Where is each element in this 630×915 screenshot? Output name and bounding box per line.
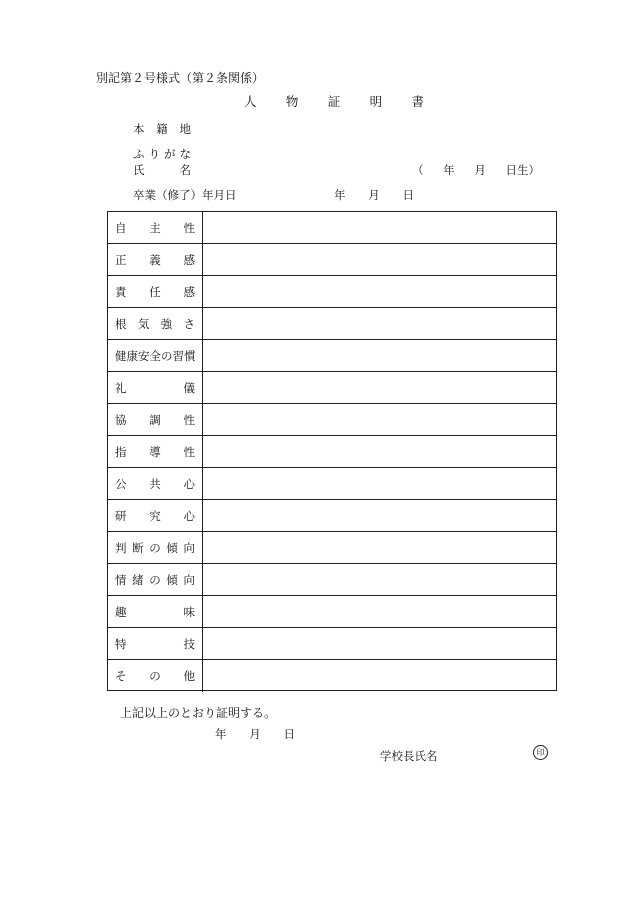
row-label-char: の	[149, 669, 161, 683]
row-value-cell[interactable]	[203, 532, 556, 563]
row-label-cell	[108, 468, 203, 499]
table-row	[108, 308, 556, 340]
row-label-cell	[108, 628, 203, 659]
row-label-char: 味	[183, 604, 195, 619]
row-label-cell	[108, 532, 203, 563]
certification-date-char: 日	[283, 727, 295, 741]
row-label-cell	[108, 276, 203, 307]
title-char: 明	[369, 94, 383, 109]
row-label	[115, 284, 195, 300]
row-label-char: 調	[149, 412, 161, 427]
row-label-char: 礼	[115, 380, 127, 395]
row-label	[115, 220, 195, 236]
row-label	[115, 604, 195, 620]
row-label-char: 健康安全の習慣	[115, 348, 196, 363]
table-row	[108, 244, 556, 276]
row-label-char: 自	[115, 220, 127, 235]
row-label-char: 気	[137, 316, 150, 331]
row-label	[115, 636, 195, 652]
form-reference: 別記第２号様式（第２条関係）	[96, 71, 265, 85]
row-label-char: 協	[115, 412, 127, 427]
furigana-label	[133, 146, 191, 162]
row-label-char: 導	[149, 444, 161, 459]
graduation-date-char: 日	[402, 188, 414, 202]
certification-statement: 上記以上のとおり証明する。	[120, 706, 277, 720]
row-label	[115, 668, 195, 684]
row-label-cell	[108, 340, 203, 371]
row-label-char: 義	[149, 252, 161, 267]
row-label-char: 特	[115, 636, 127, 651]
table-row	[108, 372, 556, 404]
row-label	[115, 476, 195, 492]
row-label-char: 感	[183, 252, 195, 267]
furigana-char: り	[148, 147, 160, 161]
title-char: 人	[244, 94, 257, 109]
row-label-char: 儀	[183, 380, 195, 395]
seal-mark: 印	[533, 745, 548, 760]
table-row	[108, 468, 556, 500]
row-value-cell[interactable]	[203, 660, 556, 692]
row-value-cell[interactable]	[203, 596, 556, 627]
row-label-cell	[108, 436, 203, 467]
table-row	[108, 500, 556, 532]
row-label-char: 傾	[166, 572, 178, 587]
row-label-char: 向	[183, 540, 195, 555]
row-value-cell[interactable]	[203, 372, 556, 403]
name-char: 氏	[133, 163, 145, 177]
row-label-char: 責	[115, 284, 127, 299]
row-label-cell	[108, 308, 203, 339]
row-label-char: 公	[115, 476, 127, 491]
table-row	[108, 628, 556, 660]
row-value-cell[interactable]	[203, 436, 556, 467]
row-label-char: 共	[149, 476, 161, 491]
row-label	[115, 348, 195, 364]
graduation-date-char: 年	[334, 188, 346, 202]
row-label-cell	[108, 564, 203, 595]
row-label-cell	[108, 372, 203, 403]
row-label-char: 任	[149, 284, 161, 299]
furigana-char: が	[164, 147, 176, 161]
table-row	[108, 596, 556, 628]
principal-name-label: 学校長氏名	[380, 749, 438, 763]
row-value-cell[interactable]	[203, 628, 556, 659]
furigana-char: ふ	[133, 147, 145, 161]
certification-date	[215, 726, 295, 742]
row-value-cell[interactable]	[203, 308, 556, 339]
table-row	[108, 660, 556, 692]
row-label-char: 主	[149, 220, 161, 235]
row-label-char: そ	[115, 669, 127, 683]
row-label-char: 指	[115, 444, 127, 459]
honseki-label	[133, 121, 191, 137]
row-label-char: 他	[183, 669, 195, 683]
row-value-cell[interactable]	[203, 212, 556, 243]
row-value-cell[interactable]	[203, 564, 556, 595]
row-label-char: 断	[132, 540, 144, 555]
row-label-char: 根	[115, 316, 127, 331]
birthdate-field	[412, 162, 540, 178]
row-value-cell[interactable]	[203, 340, 556, 371]
name-label	[133, 162, 191, 178]
row-label-char: 趣	[115, 604, 127, 619]
row-label-cell	[108, 244, 203, 275]
table-row	[108, 564, 556, 596]
table-row	[108, 436, 556, 468]
table-row	[108, 212, 556, 244]
row-label	[115, 540, 195, 556]
certification-date-char: 年	[215, 727, 227, 741]
row-label	[115, 572, 195, 588]
row-label-cell	[108, 500, 203, 531]
row-label-char: 心	[183, 508, 195, 523]
row-label	[115, 316, 195, 332]
birthdate-char: （	[412, 163, 424, 177]
row-value-cell[interactable]	[203, 244, 556, 275]
row-value-cell[interactable]	[203, 404, 556, 435]
furigana-char: な	[179, 147, 191, 161]
table-row	[108, 404, 556, 436]
birthdate-char: 日生）	[505, 163, 540, 177]
name-char: 名	[179, 163, 191, 177]
row-label-char: の	[149, 540, 161, 555]
row-label-char: 感	[183, 284, 195, 299]
row-value-cell[interactable]	[203, 276, 556, 307]
row-label-char: 緒	[132, 572, 144, 587]
certification-date-char: 月	[249, 727, 261, 741]
row-label-char: 向	[183, 572, 195, 587]
character-assessment-table	[107, 211, 557, 691]
honseki-char: 地	[179, 122, 191, 136]
title-char: 物	[285, 94, 299, 109]
row-label-cell	[108, 596, 203, 627]
row-label-cell	[108, 212, 203, 243]
table-row	[108, 276, 556, 308]
row-label	[115, 252, 195, 268]
row-label	[115, 380, 195, 396]
title-char: 証	[327, 94, 341, 109]
row-label-char: 研	[115, 508, 127, 523]
row-label-char: さ	[183, 316, 195, 331]
birthdate-char: 年	[443, 163, 455, 177]
document-title	[244, 92, 424, 110]
row-label-char: 性	[183, 220, 195, 235]
graduation-date-char: 月	[368, 188, 380, 202]
table-row	[108, 340, 556, 372]
row-label-char: 傾	[166, 540, 178, 555]
graduation-date-field	[334, 187, 414, 203]
table-row	[108, 532, 556, 564]
honseki-char: 籍	[156, 122, 168, 136]
graduation-date-label: 卒業（修了）年月日	[133, 188, 237, 202]
row-value-cell[interactable]	[203, 468, 556, 499]
row-label-char: 究	[149, 508, 161, 523]
row-label-char: 判	[115, 540, 127, 555]
row-label-char: 強	[160, 316, 173, 331]
row-label	[115, 412, 195, 428]
row-label-char: の	[149, 572, 161, 587]
row-value-cell[interactable]	[203, 500, 556, 531]
row-label-char: 正	[115, 252, 127, 267]
row-label-char: 技	[183, 636, 195, 651]
birthdate-char: 月	[474, 163, 486, 177]
row-label-char: 性	[183, 412, 195, 427]
row-label-cell	[108, 660, 203, 692]
row-label	[115, 444, 195, 460]
row-label-char: 情	[115, 572, 127, 587]
row-label	[115, 508, 195, 524]
row-label-char: 心	[183, 476, 195, 491]
honseki-char: 本	[133, 122, 145, 136]
row-label-cell	[108, 404, 203, 435]
row-label-char: 性	[183, 444, 195, 459]
title-char: 書	[411, 94, 424, 109]
